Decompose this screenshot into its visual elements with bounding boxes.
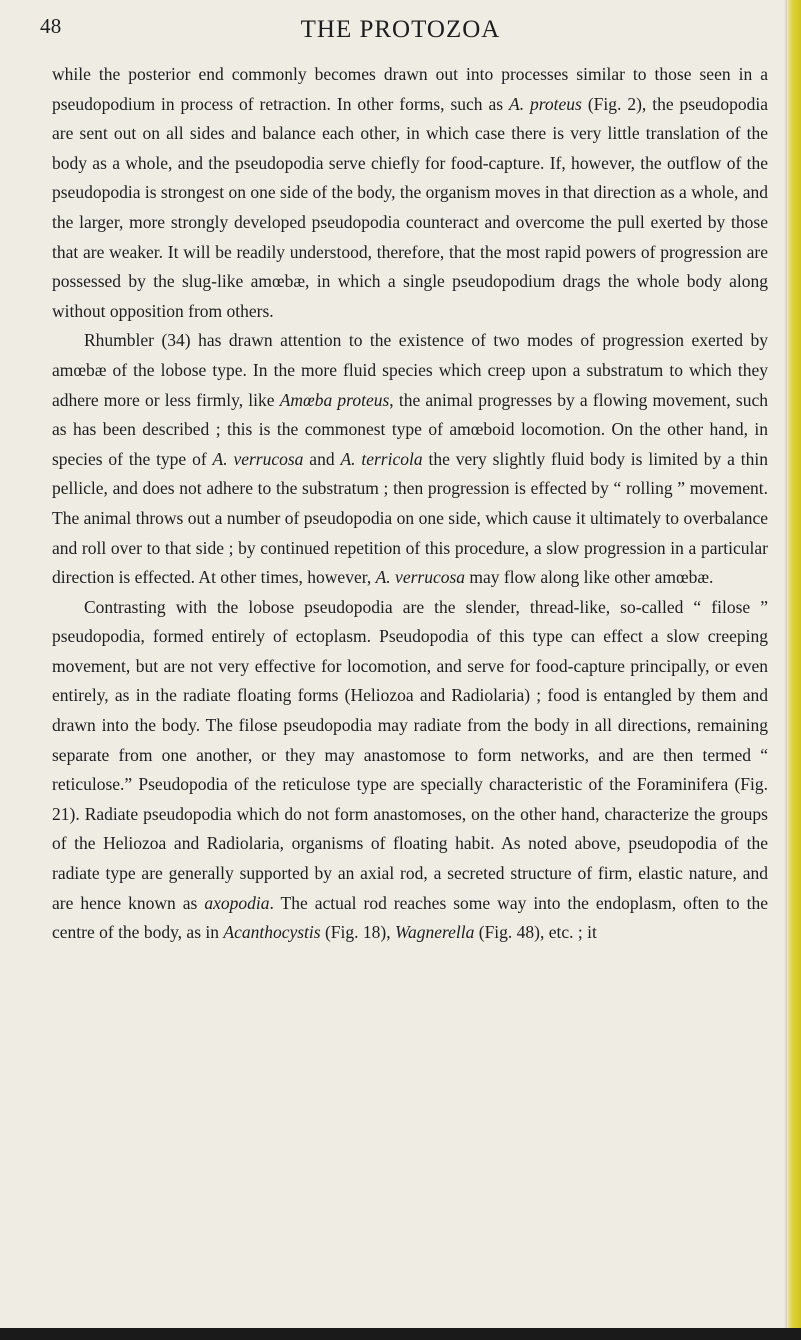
text-run: , the animal progresses by a flowing movement, such as has been described ; this is the commonest type of amœboid locomotion. On the other hand, in species of the type of <box>52 389 769 469</box>
genus-name: Acanthocystis <box>223 922 321 943</box>
text-run: may flow along like other amœbæ. <box>465 567 714 588</box>
term-axopodia: axopodia <box>204 892 270 913</box>
species-name: A. verrucosa <box>375 567 466 588</box>
text-run: (Fig. 18), <box>320 922 395 943</box>
text-run: and <box>303 448 341 469</box>
running-head: THE PROTOZOA <box>300 16 501 43</box>
bottom-rule <box>0 1328 801 1340</box>
paragraph-2 <box>52 326 768 592</box>
paragraph-1 <box>52 60 768 326</box>
species-name: A. terricola <box>340 448 423 469</box>
text-run: (Fig. 2), the pseudopodia are sent out on all sides and balance each other, in which case there is very little translation of the body as a whole, and the pseudopodia serve chiefly for food-capture. If, however, the outflow of the pseudopodia is strongest on one side of the body, the organism moves in that direction as a whole, and the larger, more strongly developed pseudopodia counteract and overcome the pull exerted by those that are weaker. It will be readily understood, therefore, that the most rapid powers of progression are possessed by the slug-like amœbæ, in which a single pseudopodium drags the whole body along without opposition from others. <box>52 93 768 321</box>
genus-name: Wagnerella <box>394 922 475 943</box>
species-name: Amœba proteus <box>279 389 390 410</box>
text-run: the very slightly fluid body is limited by a thin pellicle, and does not adhere to the substratum ; then progression is effected by “ rolling ” movement. The animal throws out a number of pseudopodia on one side, which cause it ultimately to overbalance and roll over to that side ; by continued repetition of this procedure, a slow progression in a particular direction is effected. At other times, however, <box>52 448 768 588</box>
paragraph-3 <box>52 593 768 948</box>
text-run: Rhumbler (34) has drawn attention to the existence of two modes of progression exerted by amœbæ of the lobose type. In the more fluid species which creep upon a substratum to which they adhere more or less firmly, like <box>52 330 768 410</box>
page-edge-strip <box>787 0 801 1340</box>
species-name: A. verrucosa <box>212 448 304 469</box>
page-number: 48 <box>40 14 62 38</box>
text-run: (Fig. 48), etc. ; it <box>474 922 597 943</box>
body-text <box>52 60 768 948</box>
text-run: . The actual rod reaches some way into the endoplasm, often to the centre of the body, as in <box>52 892 768 943</box>
text-run: while the posterior end commonly becomes drawn out into processes similar to those seen in a pseudopodium in process of retraction. In other forms, such as <box>52 64 768 114</box>
text-run: Contrasting with the lobose pseudopodia are the slender, thread-like, so-called “ filose ” pseudopodia, formed entirely of ectoplasm. Pseudopodia of this type can effect a slow creeping movement, but are not very effective for locomotion, and serve for food-capture principally, or even entirely, as in the radiate floating forms (Heliozoa and Radiolaria) ; food is entangled by them and drawn into the body. The filose pseudopodia may radiate from the body in all directions, remaining separate from one another, or they may anastomose to form networks, and are then termed “ reticulose.” Pseudopodia of the reticulose type are specially characteristic of the Foraminifera (Fig. 21). Radiate pseudopodia which do not form anastomoses, on the other hand, characterize the groups of the Heliozoa and Radiolaria, organisms of floating habit. As noted above, pseudopodia of the radiate type are generally supported by an axial rod, a secreted structure of firm, elastic nature, and are hence known as <box>52 596 768 913</box>
species-name: A. proteus <box>509 93 582 114</box>
